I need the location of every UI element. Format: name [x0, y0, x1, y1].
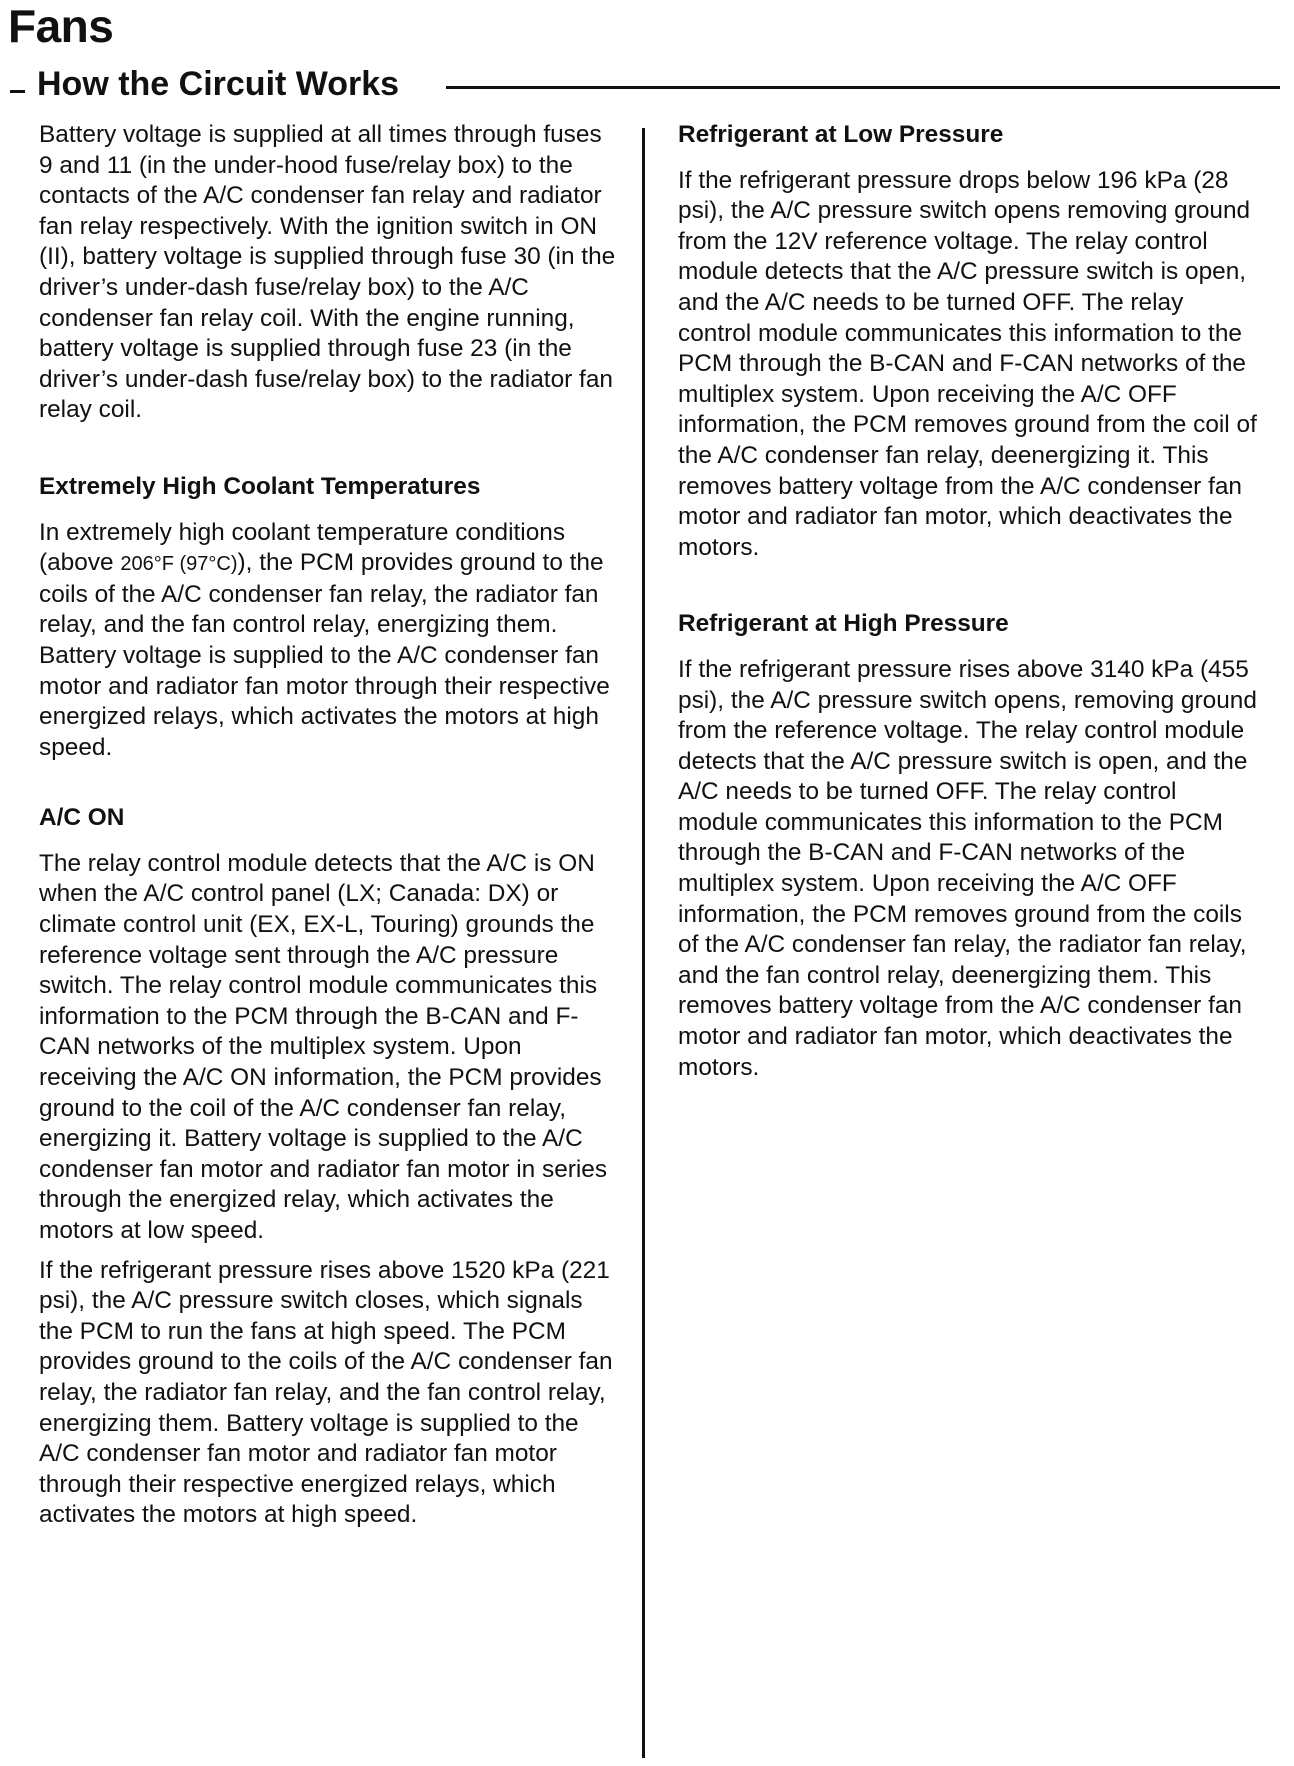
title-rule: [446, 86, 1280, 89]
high-coolant-text-after: ), the PCM provides ground to the coils of the A/C condenser fan relay, the radiator fan relay, and the fan control relay, energizing them. Battery voltage is supplied to the A/C condenser fan motor and radiator fan motor through their respective energized relays, which activates the motors at high speed.: [39, 549, 610, 761]
high-coolant-temperature: 206°F (97°C): [120, 553, 238, 576]
high-pressure-paragraph: If the refrigerant pressure rises above 3140 kPa (455 psi), the A/C pressure switch opens, removing ground from the reference voltage. The relay control module detects that the A/C pressure switch is open, and the A/C needs to be turned OFF. The relay control module communicates this information to the PCM through the B-CAN and F-CAN networks of the multiplex system. Upon receiving the A/C OFF information, the PCM removes ground from the coils of the A/C condenser fan relay, the radiator fan relay, and the fan control relay, deenergizing them. This removes battery voltage from the A/C condenser fan motor and radiator fan motor, which deactivates the motors.: [678, 655, 1257, 1081]
section-title: How the Circuit Works: [37, 65, 400, 103]
section-dash: [10, 90, 25, 93]
low-pressure-paragraph: If the refrigerant pressure drops below 196 kPa (28 psi), the A/C pressure switch opens removing ground from the 12V reference voltage. The relay control module detects that the A/C pressure switch is open, and the A/C needs to be turned OFF. The relay control module communicates this information to the PCM through the B-CAN and F-CAN networks of the multiplex system. Upon receiving the A/C OFF information, the PCM removes ground from the coil of the A/C condenser fan relay, deenergizing it. This removes battery voltage from the A/C condenser fan motor and radiator fan motor, which deactivates the motors.: [678, 166, 1257, 561]
column-divider: [642, 128, 645, 1758]
high-coolant-paragraph: [39, 518, 619, 764]
left-column: [39, 120, 619, 1531]
high-coolant-text-before: In extremely high coolant temperature conditions (above: [39, 518, 566, 577]
page-title: Fans: [8, 0, 114, 52]
right-column: [678, 120, 1258, 1083]
intro-paragraph: Battery voltage is supplied at all times through fuses 9 and 11 (in the under-hood fuse/relay box) to the contacts of the A/C condenser fan relay and radiator fan relay respectively. With the ignition switch in ON (II), battery voltage is supplied through fuse 30 (in the driver’s under-dash fuse/relay box) to the A/C condenser fan relay coil. With the engine running, battery voltage is supplied through fuse 23 (in the driver’s under-dash fuse/relay box) to the radiator fan relay coil.: [39, 121, 616, 424]
high-pressure-heading: Refrigerant at High Pressure: [678, 610, 1009, 638]
ac-on-paragraph-1: The relay control module detects that the A/C is ON when the A/C control panel (LX; Canada: DX) or climate control unit (EX, EX-L, Touring) grounds the reference voltage sent through the A/C pressure switch. The relay control module communicates this information to the PCM through the B-CAN and F-CAN networks of the multiplex system. Upon receiving the A/C ON information, the PCM provides ground to the coil of the A/C condenser fan relay, energizing it. Battery voltage is supplied to the A/C condenser fan motor and radiator fan motor in series through the energized relay, which activates the motors at low speed.: [39, 849, 608, 1244]
ac-on-heading: A/C ON: [39, 804, 125, 832]
high-coolant-heading: Extremely High Coolant Temperatures: [39, 472, 481, 500]
ac-on-paragraph-2: If the refrigerant pressure rises above 1520 kPa (221 psi), the A/C pressure switch closes, which signals the PCM to run the fans at high speed. The PCM provides ground to the coils of the A/C condenser fan relay, the radiator fan relay, and the fan control relay, energizing them. Battery voltage is supplied to the A/C condenser fan motor and radiator fan motor through their respective energized relays, which activates the motors at high speed.: [39, 1256, 613, 1529]
low-pressure-heading: Refrigerant at Low Pressure: [678, 121, 1004, 148]
